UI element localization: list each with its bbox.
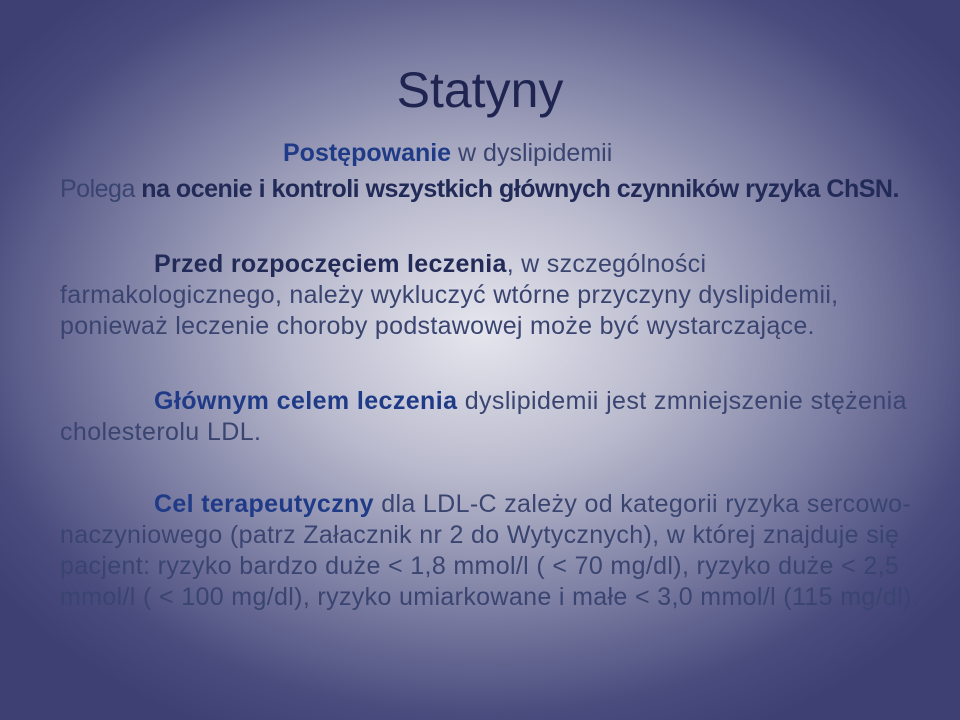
paragraph3-bold: Głównym celem leczenia [154, 387, 458, 415]
subheading-rest: w dyslipidemii [451, 139, 613, 167]
paragraph-therapeutic-goal [60, 489, 920, 613]
paragraph-main-goal [60, 386, 920, 448]
slide-title: Statyny [396, 62, 564, 118]
paragraph-risk-factors [60, 174, 920, 205]
paragraph1-bold: na ocenie i kontroli wszystkich głównych czynników ryzyka ChSN. [141, 175, 899, 203]
paragraph4-rest: dla LDL-C zależy od kategorii ryzyka sercowo-naczyniowego (patrz Załacznik nr 2 do Wytycznych), w której znajduje się pacjent: ryzyko bardzo duże < 1,8 mmol/l ( < 70 mg/dl), ryzyko duże < 2,5 mmol/l ( < 100 mg/dl), ryzyko umiarkowane i małe < 3,0 mmol/l (115 mg/dl). [60, 490, 920, 611]
paragraph2-bold: Przed rozpoczęciem leczenia [154, 250, 507, 278]
paragraph1-lead: Polega [60, 175, 142, 203]
paragraph2-rest: , w szczególności farmakologicznego, należy wykluczyć wtórne przyczyny dyslipidemii, ponieważ leczenie choroby podstawowej może być wystarczające. [60, 250, 839, 340]
subheading [283, 138, 883, 169]
paragraph4-bold: Cel terapeutyczny [154, 490, 374, 518]
paragraph3-rest: dyslipidemii jest zmniejszenie stężenia cholesterolu LDL. [60, 387, 907, 446]
paragraph-before-treatment [60, 249, 920, 342]
subheading-bold: Postępowanie [283, 139, 452, 167]
